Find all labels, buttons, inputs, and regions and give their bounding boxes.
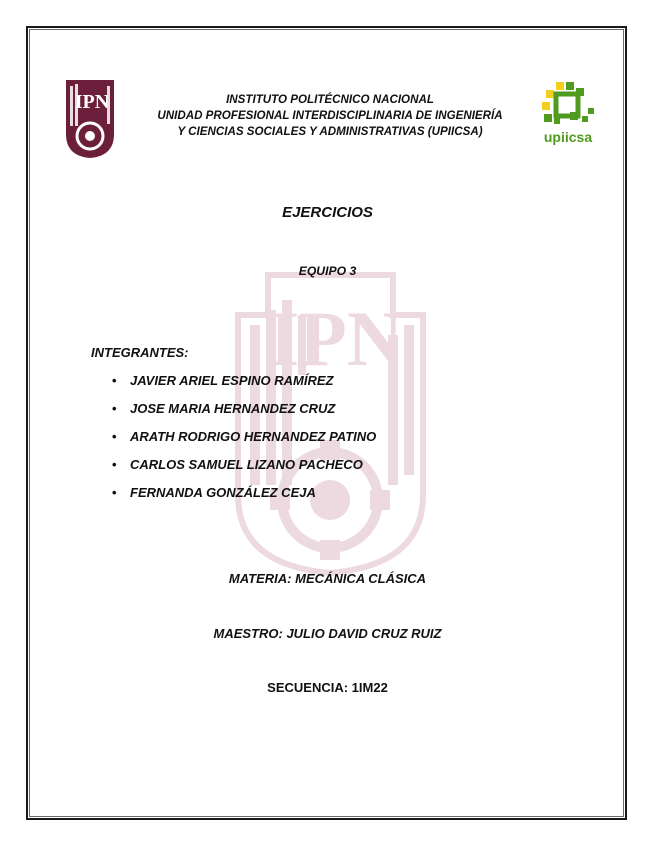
upiicsa-logo-text: upiicsa — [543, 129, 593, 145]
watermark-text: IPN — [268, 295, 404, 382]
member-item: • JOSE MARIA HERNANDEZ CRUZ — [112, 399, 376, 427]
subject-line: MATERIA: MECÁNICA CLÁSICA — [228, 571, 427, 586]
members-heading: INTEGRANTES: — [91, 345, 189, 360]
teacher-line: MAESTRO: JULIO DAVID CRUZ RUIZ — [213, 626, 442, 641]
member-item: • ARATH RODRIGO HERNANDEZ PATINO — [112, 427, 376, 455]
ipn-logo — [62, 76, 118, 160]
unit-name-line2: Y CIENCIAS SOCIALES Y ADMINISTRATIVAS (UPIICSA) — [177, 125, 483, 138]
sequence-line: SECUENCIA: 1IM22 — [267, 680, 388, 695]
team-label: EQUIPO 3 — [298, 264, 357, 278]
document-title: EJERCICIOS — [282, 204, 373, 221]
institution-name: INSTITUTO POLITÉCNICO NACIONAL — [226, 93, 434, 106]
members-list — [112, 371, 376, 511]
unit-name-line1: UNIDAD PROFESIONAL INTERDISCIPLINARIA DE INGENIERÍA — [157, 109, 503, 122]
member-item: • FERNANDA GONZÁLEZ CEJA — [112, 483, 376, 511]
institution-header — [120, 92, 540, 140]
member-item: • JAVIER ARIEL ESPINO RAMÍREZ — [112, 371, 376, 399]
member-item: • CARLOS SAMUEL LIZANO PACHECO — [112, 455, 376, 483]
ipn-logo-text: IPN — [74, 91, 110, 113]
upiicsa-logo — [536, 78, 600, 148]
